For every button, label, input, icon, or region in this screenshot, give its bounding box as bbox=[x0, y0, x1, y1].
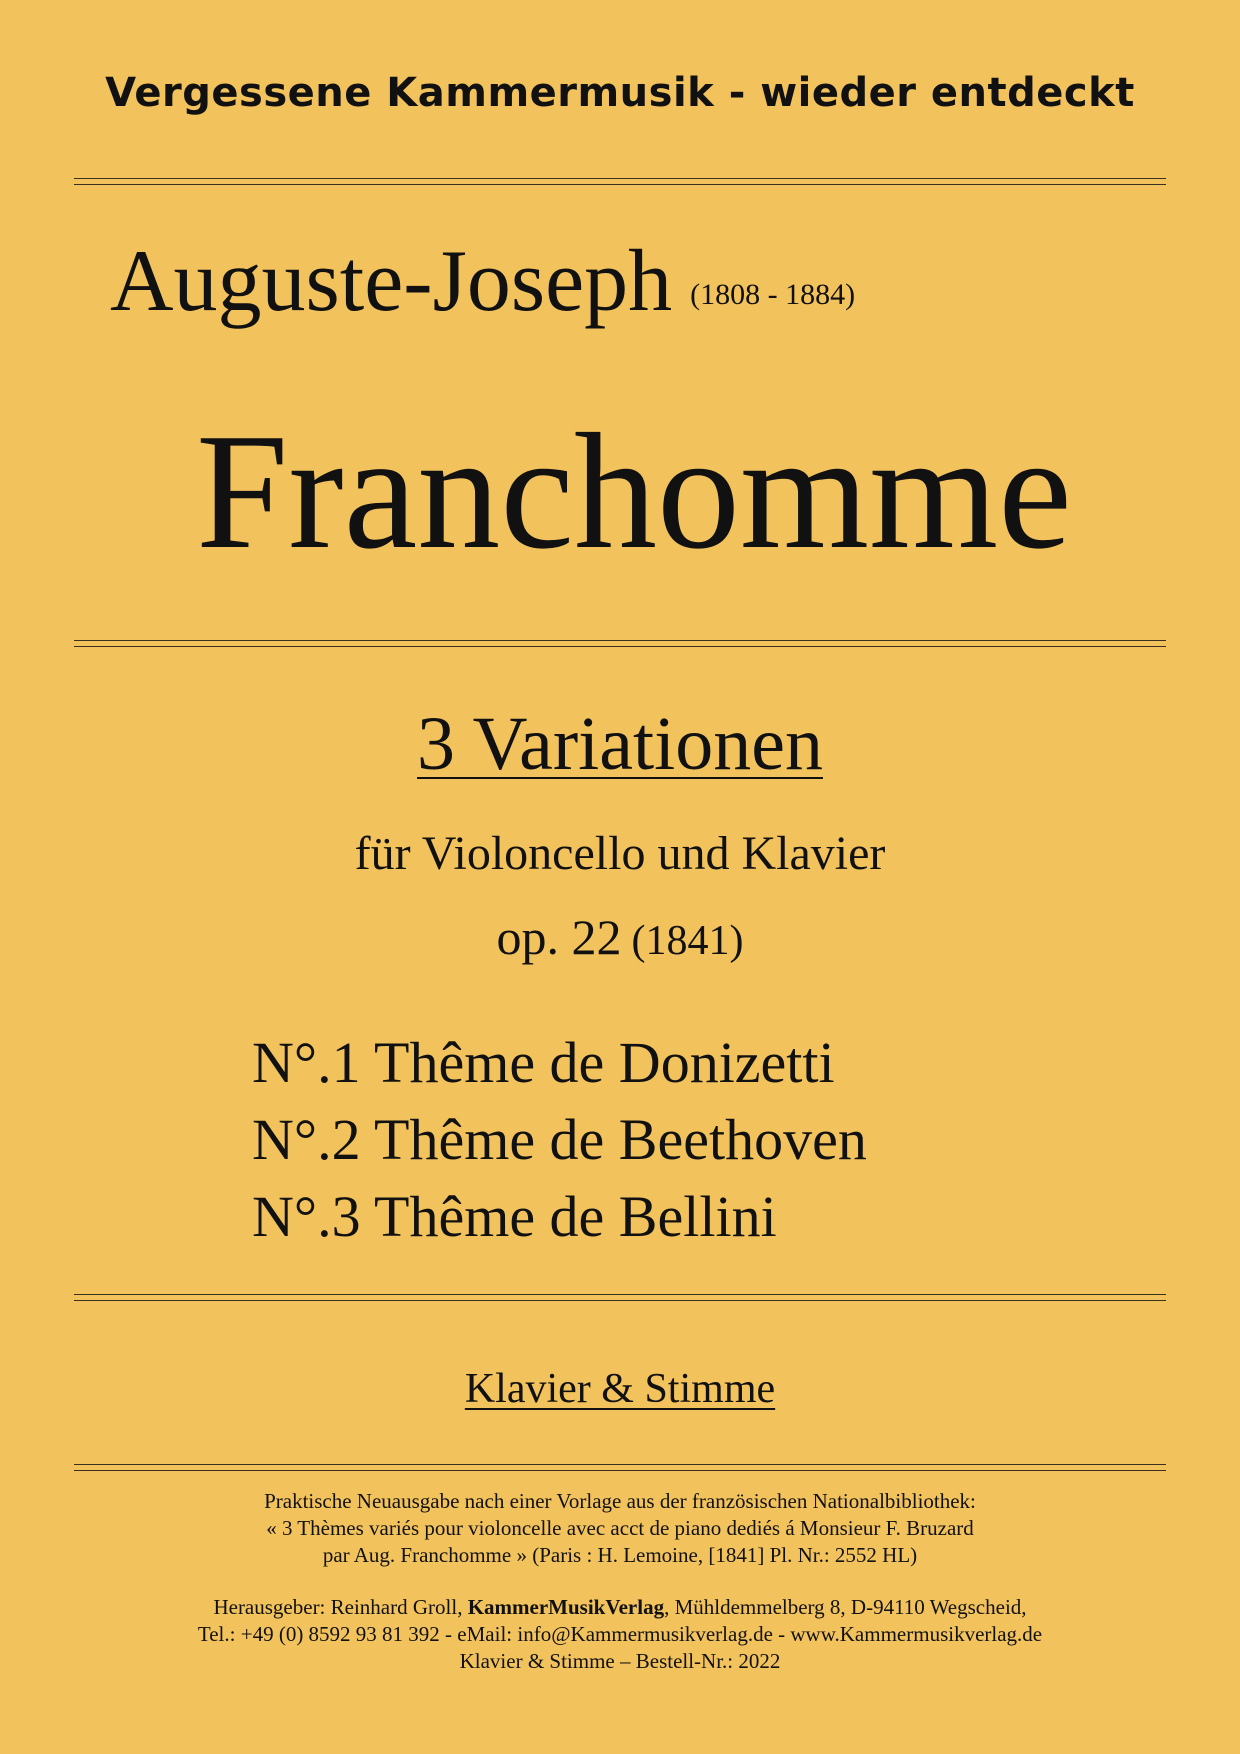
composer-first-name bbox=[110, 233, 856, 330]
publisher-address: , Mühldemmelberg 8, D-94110 Wegscheid, bbox=[664, 1595, 1027, 1619]
composer-first-name-text: Auguste-Joseph bbox=[110, 233, 673, 330]
publisher-info bbox=[0, 1594, 1240, 1675]
order-number: Klavier & Stimme – Bestell-Nr.: 2022 bbox=[459, 1649, 781, 1673]
source-note-line: par Aug. Franchomme » (Paris : H. Lemoine, [1841] Pl. Nr.: 2552 HL) bbox=[322, 1543, 918, 1567]
composer-surname: Franchomme bbox=[196, 399, 1072, 583]
publisher-contact: Tel.: +49 (0) 8592 93 81 392 - eMail: info@Kammermusikverlag.de - www.Kammermusikverlag.de bbox=[197, 1622, 1043, 1646]
work-title-text: 3 Variationen bbox=[417, 702, 823, 786]
opus-number: op. 22 bbox=[496, 909, 622, 965]
publisher-prefix: Herausgeber: Reinhard Groll, bbox=[213, 1595, 463, 1619]
divider bbox=[74, 178, 1166, 185]
composer-dates: (1808 - 1884) bbox=[690, 278, 856, 311]
theme-item: N°.1 Thême de Donizetti bbox=[252, 1030, 835, 1095]
theme-item: N°.2 Thême de Beethoven bbox=[252, 1107, 867, 1172]
source-note-line: Praktische Neuausgabe nach einer Vorlage aus der französischen Nationalbibliothek: bbox=[264, 1489, 976, 1513]
opus-line bbox=[0, 909, 1240, 965]
publisher-name: KammerMusikVerlag bbox=[467, 1595, 665, 1619]
divider bbox=[74, 1464, 1166, 1471]
theme-list bbox=[252, 1024, 867, 1255]
edition-type bbox=[0, 1368, 1240, 1410]
source-note bbox=[0, 1488, 1240, 1569]
divider bbox=[74, 640, 1166, 647]
edition-type-text: Klavier & Stimme bbox=[464, 1366, 776, 1412]
divider bbox=[74, 1294, 1166, 1301]
source-note-line: « 3 Thèmes variés pour violoncelle avec acct de piano dediés á Monsieur F. Bruzard bbox=[266, 1516, 974, 1540]
theme-item: N°.3 Thême de Bellini bbox=[252, 1184, 777, 1249]
series-title: Vergessene Kammermusik - wieder entdeckt bbox=[105, 70, 1135, 116]
composition-year: (1841) bbox=[631, 918, 744, 964]
publisher-line bbox=[0, 1594, 1240, 1621]
instrumentation: für Violoncello und Klavier bbox=[354, 827, 886, 880]
work-title bbox=[0, 702, 1240, 786]
